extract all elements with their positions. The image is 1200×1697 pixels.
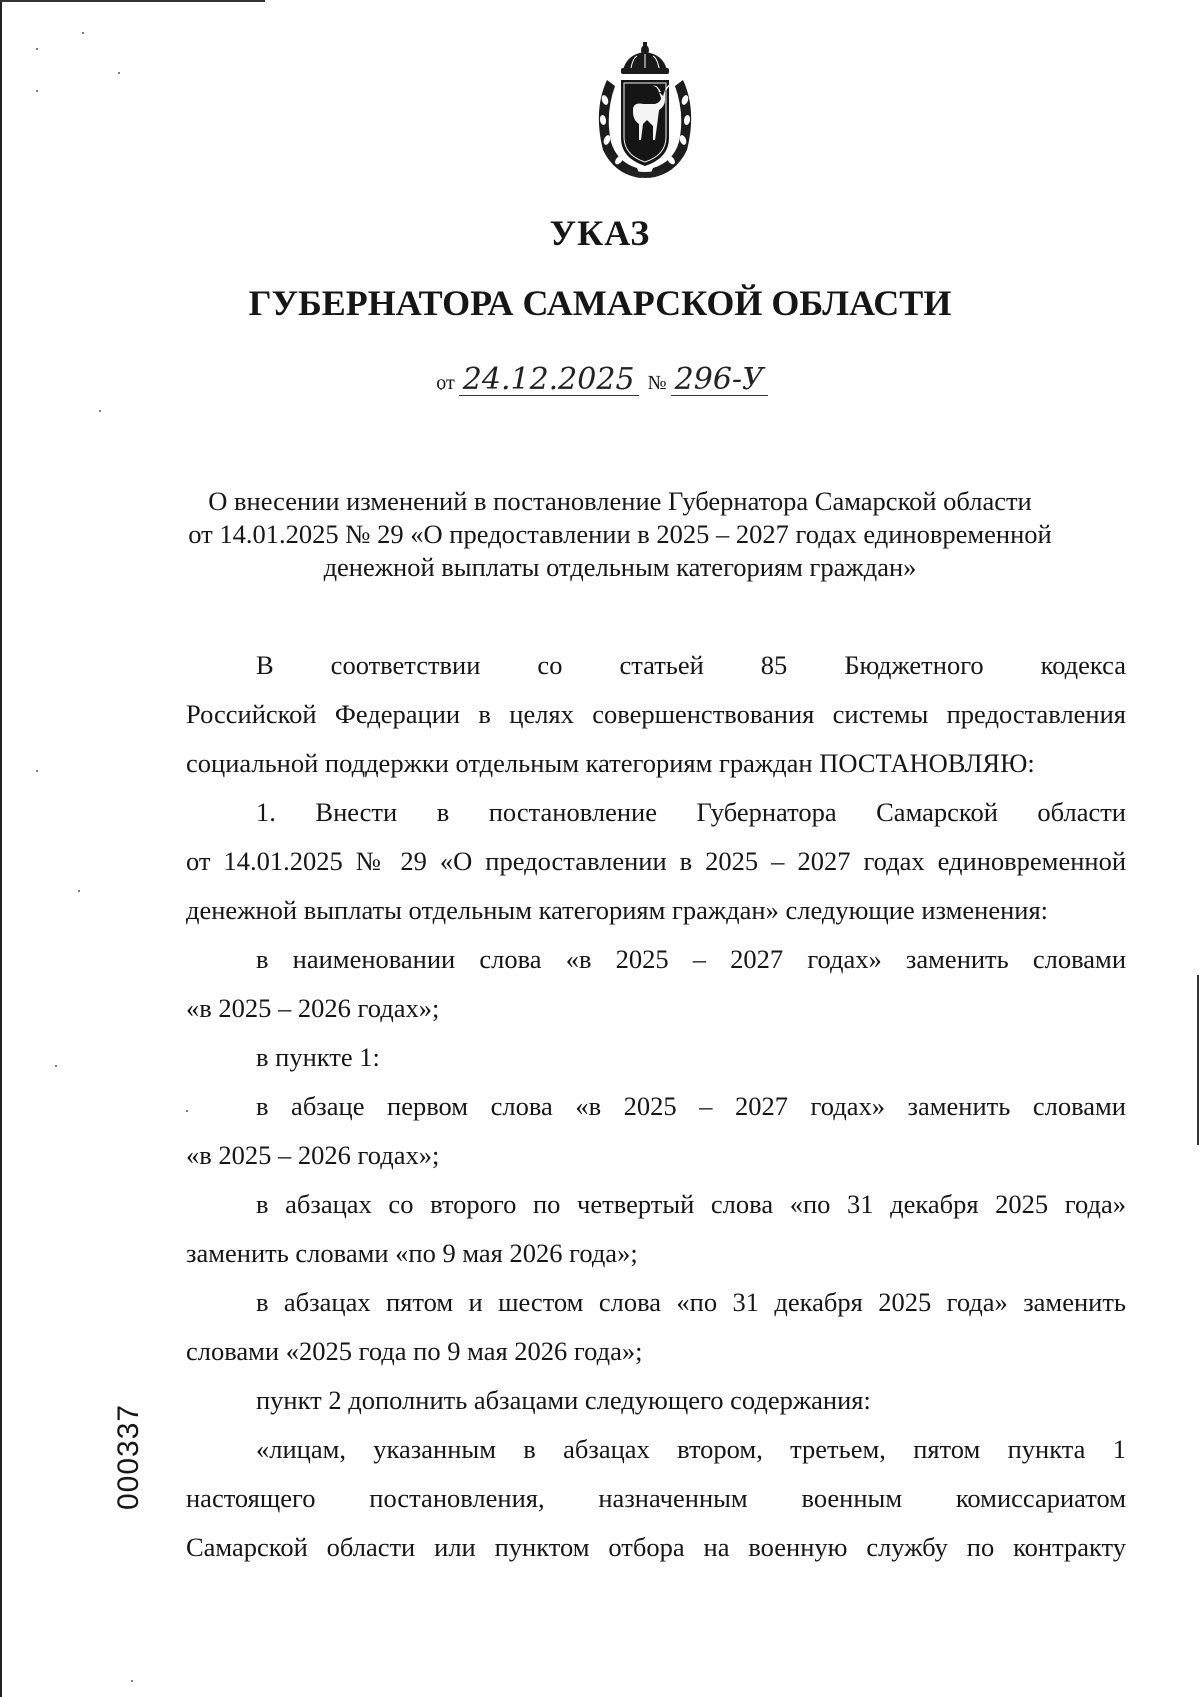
body-line: «в 2025 – 2026 годах»;	[186, 1140, 440, 1170]
body-line: денежной выплаты отдельным категориям граждан» следующие изменения:	[186, 895, 1049, 925]
issuer-title: ГУБЕРНАТОРА САМАРСКОЙ ОБЛАСТИ	[248, 283, 952, 323]
body-line: словами «2025 года по 9 мая 2026 года»;	[186, 1336, 643, 1366]
decree-subject	[180, 485, 1060, 584]
body-line: социальной поддержки отдельным категориям граждан ПОСТАНОВЛЯЮ:	[186, 748, 1035, 778]
scan-speck	[118, 72, 120, 74]
scan-speck	[99, 410, 101, 412]
samara-coat-of-arms-icon	[585, 40, 705, 182]
body-line: от 14.01.2025 № 29 «О предоставлении в 2025 – 2027 годах единовременной	[186, 846, 1126, 876]
subject-line: от 14.01.2025 № 29 «О предоставлении в 2025 – 2027 годах единовременной	[188, 519, 1052, 549]
date-prefix: от	[436, 372, 455, 394]
body-line: заменить словами «по 9 мая 2026 года»;	[186, 1238, 638, 1268]
scan-edge-right	[1197, 975, 1199, 1145]
scan-speck	[82, 32, 84, 34]
body-line: в абзацах пятом и шестом слова «по 31 декабря 2025 года» заменить	[256, 1287, 1126, 1317]
body-line: в абзаце первом слова «в 2025 – 2027 годах» заменить словами	[256, 1091, 1126, 1121]
number-prefix: №	[647, 372, 667, 394]
body-line: Российской Федерации в целях совершенствования системы предоставления	[186, 699, 1126, 729]
date-number-line	[0, 362, 1200, 397]
body-line: В соответствии со статьей 85 Бюджетного кодекса	[256, 650, 1126, 680]
handwritten-number: 296-У	[671, 365, 768, 396]
body-line: пункт 2 дополнить абзацами следующего содержания:	[256, 1385, 871, 1415]
body-line: в абзацах со второго по четвертый слова «по 31 декабря 2025 года»	[256, 1189, 1126, 1219]
body-line: Самарской области или пунктом отбора на военную службу по контракту	[186, 1532, 1126, 1562]
subject-line: денежной выплаты отдельным категориям граждан»	[323, 552, 917, 582]
scan-speck	[131, 1680, 133, 1682]
body-line: настоящего постановления, назначенным военным комиссариатом	[186, 1483, 1126, 1513]
subject-line: О внесении изменений в постановление Губернатора Самарской области	[208, 486, 1032, 516]
body-line: «в 2025 – 2026 годах»;	[186, 993, 440, 1023]
scan-speck	[36, 48, 38, 50]
body-line: «лицам, указанным в абзацах втором, третьем, пятом пункта 1	[256, 1434, 1126, 1464]
scan-speck	[36, 770, 38, 772]
body-line: в пункте 1:	[256, 1042, 380, 1072]
body-line: 1. Внести в постановление Губернатора Самарской области	[256, 797, 1126, 827]
scan-speck	[36, 90, 38, 92]
scan-edge-top	[0, 0, 265, 2]
scan-speck	[78, 890, 80, 892]
decree-title: УКАЗ	[549, 213, 651, 253]
scan-speck	[55, 1065, 57, 1067]
side-stamp-number: 000337	[112, 1403, 145, 1510]
scan-edge-left	[0, 0, 2, 1697]
handwritten-date: 24.12.2025	[459, 365, 639, 396]
scan-speck	[186, 1110, 188, 1112]
body-line: в наименовании слова «в 2025 – 2027 годах» заменить словами	[256, 944, 1126, 974]
